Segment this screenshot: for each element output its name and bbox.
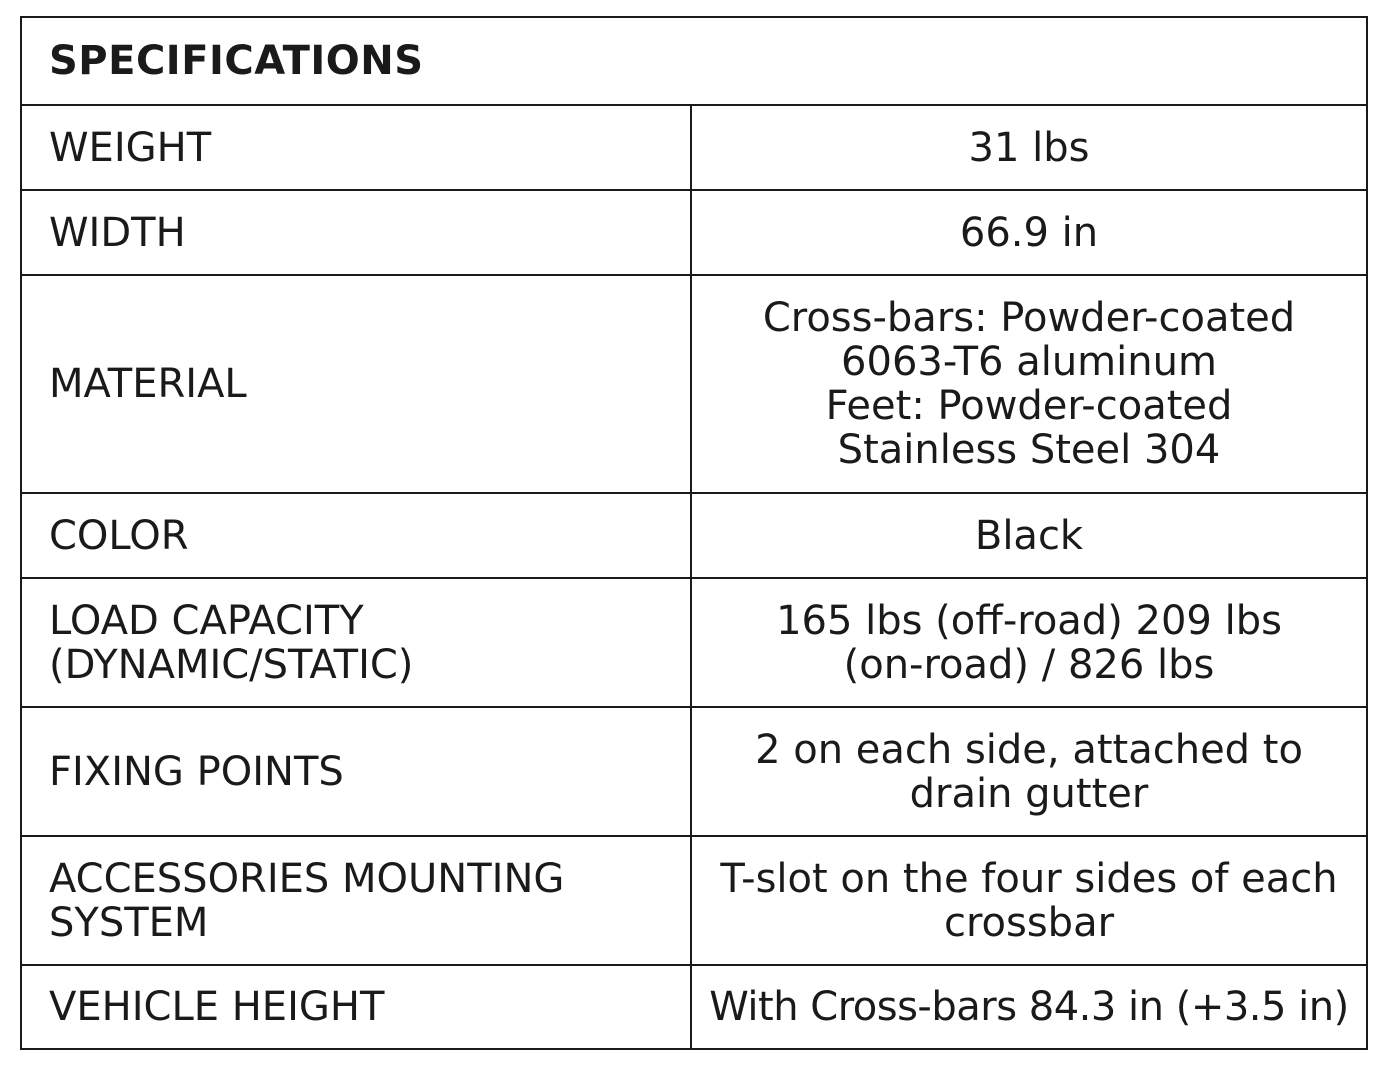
spec-value-vehicle-height: With Cross-bars 84.3 in (+3.5 in) xyxy=(691,965,1367,1049)
table-row xyxy=(21,965,1367,1049)
spec-label-weight: WEIGHT xyxy=(21,105,691,190)
spec-value-accessories-mounting: T-slot on the four sides of each crossbar xyxy=(691,836,1367,965)
spec-label-material: MATERIAL xyxy=(21,275,691,493)
specifications-table xyxy=(20,16,1368,1050)
spec-value-width: 66.9 in xyxy=(691,190,1367,275)
spec-value-load-capacity: 165 lbs (off-road) 209 lbs (on-road) / 826 lbs xyxy=(691,578,1367,707)
table-row xyxy=(21,578,1367,707)
spec-label-width: WIDTH xyxy=(21,190,691,275)
spec-value-weight: 31 lbs xyxy=(691,105,1367,190)
spec-value-color: Black xyxy=(691,493,1367,578)
table-header-row xyxy=(21,17,1367,105)
table-row xyxy=(21,275,1367,493)
spec-label-color: COLOR xyxy=(21,493,691,578)
spec-value-material: Cross-bars: Powder-coated 6063-T6 aluminum Feet: Powder-coated Stainless Steel 304 xyxy=(691,275,1367,493)
spec-value-fixing-points: 2 on each side, attached to drain gutter xyxy=(691,707,1367,836)
table-row xyxy=(21,105,1367,190)
table-title: SPECIFICATIONS xyxy=(21,17,1367,105)
spec-label-fixing-points: FIXING POINTS xyxy=(21,707,691,836)
spec-label-load-capacity: LOAD CAPACITY (DYNAMIC/STATIC) xyxy=(21,578,691,707)
table-row xyxy=(21,190,1367,275)
spec-label-accessories-mounting: ACCESSORIES MOUNTING SYSTEM xyxy=(21,836,691,965)
table-row xyxy=(21,707,1367,836)
table-row xyxy=(21,493,1367,578)
table-row xyxy=(21,836,1367,965)
spec-label-vehicle-height: VEHICLE HEIGHT xyxy=(21,965,691,1049)
